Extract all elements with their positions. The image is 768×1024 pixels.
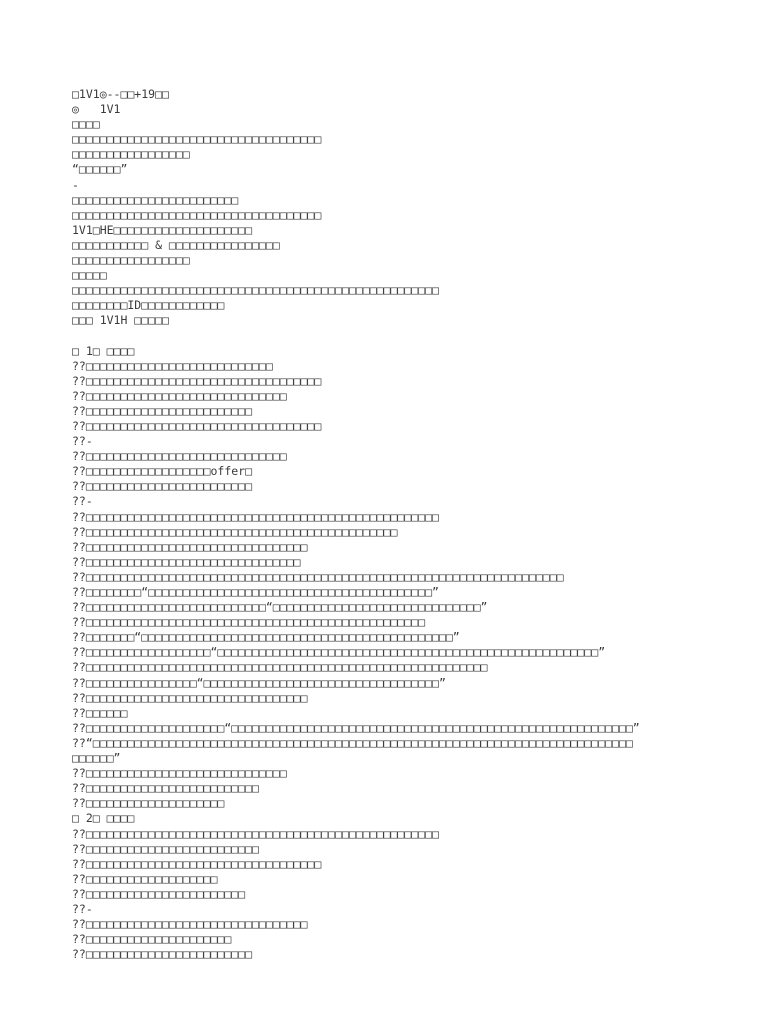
list-item: ??□□□□□□□□□□□□□□□□□□□□□□□□□□□□□ — [72, 388, 287, 403]
list-item: ??□□□□□□□□□□□□□□□□□□□□□□□□ — [72, 479, 253, 494]
list-item: ??□□□□□□□□□□□□□□□□□□offer□ — [72, 464, 253, 479]
list-item: ??□□□□□□□□□□□□□□□□□□□□□□□□□□□□□□□□ — [72, 539, 308, 554]
section-1-title: □ 1□ □□□□ — [72, 343, 135, 358]
list-item: ??□□□□□□□□□□□□□□□□□□□□□□□□ — [72, 403, 253, 418]
list-item: ??□□□□□□□□□□□□□□□□□□□□□ — [72, 932, 232, 947]
list-item: ??□□□□□□□□□□□□□□□□□□□ — [72, 871, 218, 886]
header-line: □□□□□□□□□□□□□□□□□□□□□□□□ — [72, 192, 239, 207]
list-item: □□□□□□” — [72, 751, 121, 766]
list-item: ??□□□□□□□□□□□□□□□□□□□□□□□□□□□ — [72, 358, 273, 373]
list-item: ??- — [72, 901, 93, 916]
list-item: ??□□□□□□□□□□□□□□□□□□□□□□□□□□□□□□□□□□□□□□□□□□□□□□□□□ — [72, 615, 426, 630]
list-item: ??□□□□□□□□□□□□□□□□□□□□□□□ — [72, 886, 246, 901]
list-item: ??- — [72, 434, 93, 449]
list-item: ??□□□□□□□□□□□□□□□□□□□□□□□□□□□□□ — [72, 766, 287, 781]
header-line: □□□□□□□□□□□□□□□□□ — [72, 147, 190, 162]
header-line: □□□□□□□□ID□□□□□□□□□□□□ — [72, 298, 225, 313]
header-line: □□□□□□□□□□□ & □□□□□□□□□□□□□□□□ — [72, 237, 280, 252]
document-header — [72, 87, 712, 329]
header-line: □□□□ — [72, 117, 100, 132]
list-item: ??□□□□□□□□□□□□□□□□□□“□□□□□□□□□□□□□□□□□□□□□□□□□□□□□□□□□□□□□□□□□□□□□□□□□□□□□□□” — [72, 645, 606, 660]
header-line: □□□□□ — [72, 268, 107, 283]
list-item: ??“□□□□□□□□□□□□□□□□□□□□□□□□□□□□□□□□□□□□□□□□□□□□□□□□□□□□□□□□□□□□□□□□□□□□□□□□□□□□□□ — [72, 735, 633, 750]
header-line: □□□□□□□□□□□□□□□□□□□□□□□□□□□□□□□□□□□□ — [72, 207, 322, 222]
list-item: ??□□□□□□□□□□□□□□□□□□□□□□□□□□□□□□□□□□ — [72, 856, 322, 871]
list-item: ??□□□□□□□□□□□□□□□□□□□□ — [72, 796, 225, 811]
list-item: ??□□□□□□□□□□□□□□□□□□□□□□□□□□□□□□□□ — [72, 690, 308, 705]
section-spacer — [72, 329, 712, 344]
list-item: ??□□□□□□□□□□□□□□□□□□□□□□□□□□□□□□□□□□ — [72, 373, 322, 388]
list-item: ??□□□□□□□□□□□□□□□□□□□□□□□□□□□□□□□□□□□□□□□□□□□□□□□□□□□□□□□□□□ — [72, 660, 488, 675]
list-item: ??□□□□□□□□□□□□□□□□□□□□□□□□□□□□□□□□□□□□□□□□□□□□□□□□□□□□□□□□□□□□□□□□□□□□□ — [72, 569, 564, 584]
document-page — [72, 87, 712, 962]
list-item: ??□□□□□□□□□□□□□□□□□□□□□□□□ — [72, 947, 253, 962]
section-2-title: □ 2□ □□□□ — [72, 811, 135, 826]
header-line: “□□□□□□” — [72, 162, 128, 177]
list-item: ??□□□□□□□□□□□□□□□□□□□□□□□□□□□□□□□□ — [72, 917, 308, 932]
header-line: □□□□□□□□□□□□□□□□□ — [72, 253, 190, 268]
section-2 — [72, 811, 712, 962]
list-item: ??□□□□□□□□□□□□□□□□□□□□□□□□□□□□□ — [72, 449, 287, 464]
header-line: 1V1□HE□□□□□□□□□□□□□□□□□□□□ — [72, 222, 253, 237]
header-line: □□□□□□□□□□□□□□□□□□□□□□□□□□□□□□□□□□□□ — [72, 132, 322, 147]
list-item: ??□□□□□□□□□□□□□□□□□□□□□□□□□ — [72, 841, 259, 856]
header-line: - — [72, 177, 79, 192]
header-line: ◎ 1V1 — [72, 102, 121, 117]
list-item: ??□□□□□□□□□□□□□□□□□□□□□□□□□□□□□□□ — [72, 554, 301, 569]
list-item: ??□□□□□□□□□□□□□□□□□□□□□□□□□□□□□□□□□□ — [72, 418, 322, 433]
list-item: ??□□□□□□□□□□□□□□□□□□□□□□□□□□□□□□□□□□□□□□□□□□□□□□□□□□□ — [72, 509, 439, 524]
header-line: □□□ 1V1H □□□□□ — [72, 313, 169, 328]
list-item: ??□□□□□□□□□□□□□□□□□□□□□□□□□□□□□□□□□□□□□□□□□□□□□ — [72, 524, 398, 539]
list-item: ??□□□□□□□□□□□□□□□□□□□□“□□□□□□□□□□□□□□□□□□□□□□□□□□□□□□□□□□□□□□□□□□□□□□□□□□□□□□□□□□” — [72, 720, 640, 735]
list-item: ??□□□□□□□“□□□□□□□□□□□□□□□□□□□□□□□□□□□□□□□□□□□□□□□□□□□□□” — [72, 630, 460, 645]
list-item: ??- — [72, 494, 93, 509]
list-item: ??□□□□□□□□□□□□□□□□“□□□□□□□□□□□□□□□□□□□□□□□□□□□□□□□□□□” — [72, 675, 446, 690]
header-line: □□□□□□□□□□□□□□□□□□□□□□□□□□□□□□□□□□□□□□□□□□□□□□□□□□□□□ — [72, 283, 439, 298]
list-item: ??□□□□□□□□□□□□□□□□□□□□□□□□□ — [72, 781, 259, 796]
header-line: □1V1◎--□□+19□□ — [72, 87, 169, 101]
list-item: ??□□□□□□□□□□□□□□□□□□□□□□□□□□“□□□□□□□□□□□□□□□□□□□□□□□□□□□□□□” — [72, 600, 488, 615]
list-item: ??□□□□□□ — [72, 705, 128, 720]
section-1 — [72, 344, 712, 812]
list-item: ??□□□□□□□□“□□□□□□□□□□□□□□□□□□□□□□□□□□□□□□□□□□□□□□□□□” — [72, 585, 439, 599]
list-item: ??□□□□□□□□□□□□□□□□□□□□□□□□□□□□□□□□□□□□□□□□□□□□□□□□□□□ — [72, 826, 439, 841]
